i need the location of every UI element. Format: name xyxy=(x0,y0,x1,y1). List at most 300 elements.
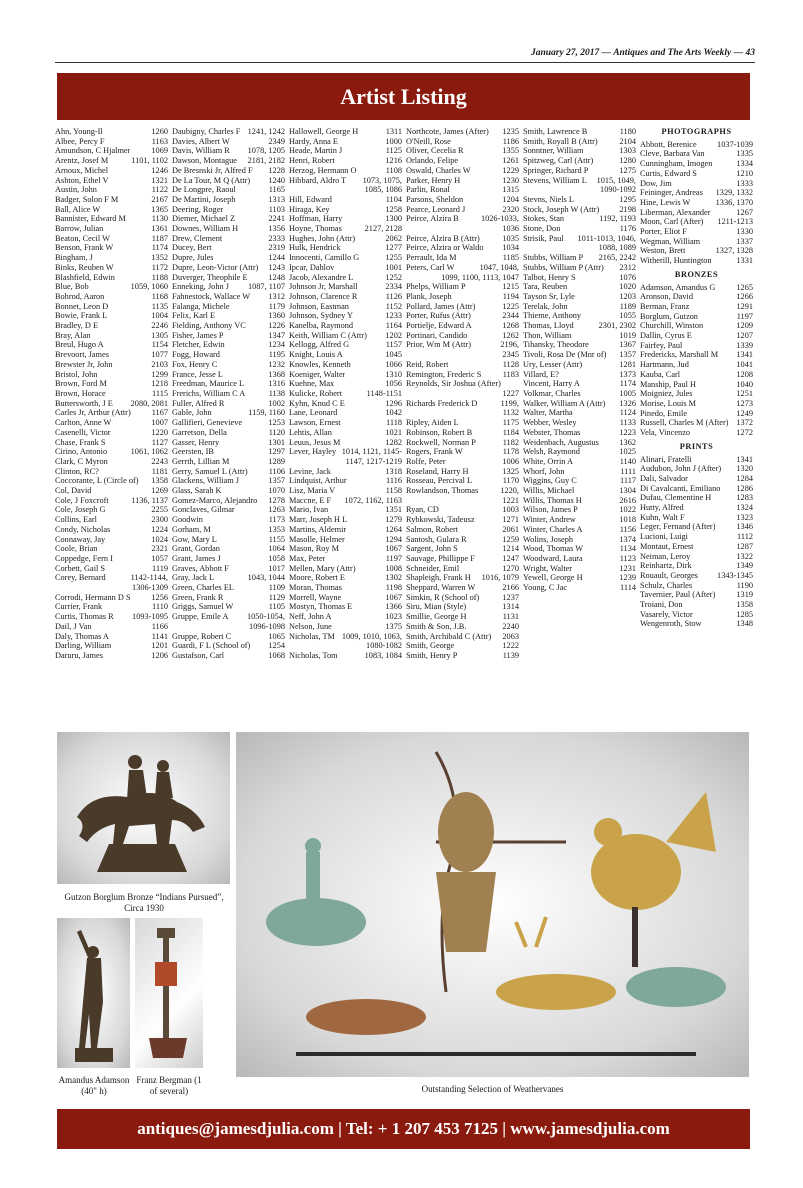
artist-name: Chase, Frank S xyxy=(55,437,106,447)
artist-name: Falanga, Michele xyxy=(172,301,230,311)
artist-name: Amundson, C Hjalmer xyxy=(55,146,131,156)
lot-numbers: 1322 xyxy=(736,551,753,561)
artist-name: Cunningham, Imogen xyxy=(640,159,713,169)
artist-name: Casenelli, Victor xyxy=(55,427,111,437)
artist-entry xyxy=(289,253,402,263)
artist-entry xyxy=(640,552,753,562)
artist-entry xyxy=(523,486,636,496)
artist-listing-banner: Artist Listing xyxy=(57,73,750,120)
lot-numbers: 1301 xyxy=(268,437,285,447)
lot-numbers: 1331 xyxy=(736,256,753,266)
artist-entry xyxy=(523,408,636,418)
artist-entry xyxy=(289,205,402,215)
lot-numbers: 1106 xyxy=(268,466,285,476)
artist-name: Gable, John xyxy=(172,408,212,418)
lot-numbers: 1330 xyxy=(736,227,753,237)
artist-entry xyxy=(640,380,753,390)
artist-name: Gonclaves, Gilmar xyxy=(172,505,235,515)
artist-entry xyxy=(640,283,753,293)
artist-name: Daubigny, Charles F xyxy=(172,127,241,136)
lot-numbers: 1131 xyxy=(502,612,519,622)
artist-entry xyxy=(640,360,753,370)
artist-entry xyxy=(640,149,753,159)
artist-name: Talbot, Henry S xyxy=(523,272,576,282)
lot-numbers: 1000 xyxy=(385,136,402,146)
artist-name: Rockwell, Norman P xyxy=(406,437,476,447)
artist-entry xyxy=(406,505,519,515)
artist-entry xyxy=(523,496,636,506)
artist-name: Russell, Charles M (After) xyxy=(640,418,729,428)
artist-entry xyxy=(523,273,636,283)
artist-entry xyxy=(640,399,753,409)
artist-name: Dow, Jim xyxy=(640,178,672,188)
artist-entry xyxy=(523,166,636,176)
artist-name: Ury, Lesser (Attr) xyxy=(523,359,583,369)
lot-numbers: 1139 xyxy=(502,650,519,660)
artist-entry xyxy=(172,602,285,612)
artist-name: White, Orrin A xyxy=(523,456,573,466)
lot-numbers: 1035 xyxy=(502,233,519,243)
lot-numbers: 1230 xyxy=(502,175,519,185)
artist-entry xyxy=(406,515,519,525)
artist-name: Weidenbach, Augustus xyxy=(523,437,599,447)
artist-name: Moran, Thomas xyxy=(289,583,342,593)
artist-entry xyxy=(406,292,519,302)
lot-numbers: 1008 xyxy=(385,563,402,573)
artist-entry xyxy=(523,418,636,428)
artist-name: Smillie, George H xyxy=(406,612,467,622)
artist-name: Diemer, Michael Z xyxy=(172,214,236,224)
lot-numbers: 1267 xyxy=(736,207,753,217)
artist-name: Stubbs, William P (Attr) xyxy=(523,262,604,272)
artist-entry xyxy=(289,282,402,292)
artist-name: Oliver, Cecelia R xyxy=(406,146,464,156)
artist-name: Rogers, Frank W xyxy=(406,447,463,457)
lot-numbers: 1235 xyxy=(502,127,519,136)
artist-entry xyxy=(523,515,636,525)
artist-name: De Longpre, Raoul xyxy=(172,185,236,195)
artist-entry xyxy=(523,350,636,360)
artist-entry xyxy=(289,127,402,137)
artist-entry xyxy=(406,457,519,467)
artist-name: Davies, Albert W xyxy=(172,136,230,146)
artist-entry xyxy=(289,273,402,283)
artist-name: Nicholas, TM xyxy=(289,631,335,641)
artist-name: Garretson, Della xyxy=(172,427,227,437)
artist-name: Villard, E? xyxy=(523,369,559,379)
artist-entry xyxy=(523,146,636,156)
artist-entry xyxy=(172,544,285,554)
lot-numbers: 1163 xyxy=(151,136,168,146)
artist-name: Hutty, Alfred xyxy=(640,503,684,513)
artist-name: Churchill, Winston xyxy=(640,321,704,331)
artist-name: Cleve, Barbara Van xyxy=(640,149,705,159)
artist-entry xyxy=(55,176,168,186)
artist-name: Fairfey, Paul xyxy=(640,340,683,350)
lot-numbers: 2080, 2081 xyxy=(130,398,168,408)
lot-numbers: 1189 xyxy=(619,301,636,311)
artist-entry xyxy=(406,214,519,224)
artist-entry xyxy=(289,399,402,409)
artist-name: Sonntner, William xyxy=(523,146,584,156)
artist-name: Mellen, Mary (Attr) xyxy=(289,563,356,573)
artist-name: Green, Frank R xyxy=(172,592,224,602)
lot-numbers: 1138 xyxy=(268,388,285,398)
artist-entry xyxy=(55,438,168,448)
artist-entry xyxy=(55,602,168,612)
photographs-heading: PHOTOGRAPHS xyxy=(661,127,732,136)
artist-entry xyxy=(289,243,402,253)
artist-name: Schneider, Emil xyxy=(406,563,460,573)
lot-numbers: 2063 xyxy=(502,631,519,641)
artist-entry xyxy=(406,632,519,642)
artist-entry xyxy=(640,198,753,208)
artist-name: Thon, William xyxy=(523,330,572,340)
lot-numbers: 1088, 1089 xyxy=(598,243,636,253)
artist-entry xyxy=(55,350,168,360)
artist-name: Smith, George xyxy=(406,641,455,651)
artist-name: Condy, Nicholas xyxy=(55,524,111,534)
lot-numbers: 1229 xyxy=(502,165,519,175)
artist-entry xyxy=(172,370,285,380)
artist-name: Kuehne, Max xyxy=(289,379,335,389)
lot-numbers: 1040 xyxy=(736,379,753,389)
artist-entry xyxy=(55,476,168,486)
artist-entry xyxy=(406,583,519,593)
lot-numbers: 1070 xyxy=(268,486,285,496)
artist-entry xyxy=(172,311,285,321)
artist-name: Audubon, John J (After) xyxy=(640,464,722,474)
artist-name: France, Jesse L xyxy=(172,369,223,379)
artist-name: Dupre, Leon-Victor (Attr) xyxy=(172,262,259,272)
lot-numbers: 1172 xyxy=(151,262,168,272)
artist-name: Grant, James J xyxy=(172,553,221,563)
lot-numbers: 1132 xyxy=(502,408,519,418)
lot-numbers: 1318 xyxy=(385,466,402,476)
artist-name: Simkin, R (School of) xyxy=(406,592,480,602)
artist-name: Gow, Mary L xyxy=(172,534,217,544)
artist-name: Innocenti, Camillo G xyxy=(289,253,360,263)
artist-entry xyxy=(406,564,519,574)
artist-entry xyxy=(640,493,753,503)
artist-entry xyxy=(172,535,285,545)
artist-entry xyxy=(55,253,168,263)
artist-entry xyxy=(640,503,753,513)
lot-numbers: 1265 xyxy=(736,282,753,292)
artist-name: Phelps, William P xyxy=(406,282,466,292)
lot-numbers: 1041 xyxy=(736,360,753,370)
artist-name: Tayson Sr, Lyle xyxy=(523,291,575,301)
lot-numbers: 2333 xyxy=(268,233,285,243)
lot-numbers: 2246 xyxy=(151,321,168,331)
lot-numbers: 1285 xyxy=(736,609,753,619)
lot-numbers: 1119 xyxy=(152,563,168,573)
artist-name: Stock, Joseph W (Attr) xyxy=(523,204,600,214)
artist-name: Morrell, Wayne xyxy=(289,592,342,602)
artist-entry xyxy=(172,515,285,525)
artist-name: Pollard, James (Attr) xyxy=(406,301,476,311)
prints-heading: PRINTS xyxy=(679,441,714,451)
artist-name: Mason, Roy M xyxy=(289,544,340,554)
artist-entry xyxy=(406,311,519,321)
artist-name: Darling, William xyxy=(55,641,112,651)
artist-entry xyxy=(172,389,285,399)
artist-name: Gallifieri, Genevieve xyxy=(172,418,243,428)
artist-name: Kanelba, Raymond xyxy=(289,321,354,331)
artist-entry xyxy=(640,590,753,600)
artist-entry xyxy=(289,292,402,302)
lot-numbers: 1067 xyxy=(385,544,402,554)
lot-numbers: 1204 xyxy=(502,194,519,204)
lot-numbers: 1116 xyxy=(386,476,402,486)
lot-numbers: 1068 xyxy=(268,650,285,660)
artist-name: Ducey, Bert xyxy=(172,243,212,253)
lot-numbers: 1367 xyxy=(619,340,636,350)
artist-name: Spitzweg, Carl (Attr) xyxy=(523,156,594,166)
lot-numbers: 1275 xyxy=(619,165,636,175)
lot-numbers: 1202 xyxy=(385,330,402,340)
lot-numbers: 1064 xyxy=(268,544,285,554)
artist-name: Rosseau, Percival L xyxy=(406,476,473,486)
lot-numbers: 1357 xyxy=(268,476,285,486)
artist-name: Wegman, William xyxy=(640,236,701,246)
artist-entry xyxy=(406,253,519,263)
artist-name: Vela, Vincenzo xyxy=(640,428,691,438)
lot-numbers: 1110 xyxy=(152,602,168,612)
lot-numbers: 1155 xyxy=(268,534,285,544)
artist-name: Dallin, Cyrus E xyxy=(640,331,692,341)
lot-numbers: 1152 xyxy=(385,301,402,311)
artist-entry xyxy=(406,602,519,612)
lot-numbers: 2616 xyxy=(619,495,636,505)
lot-numbers: 1047, 1048, xyxy=(479,262,519,272)
lot-numbers: 1325 xyxy=(502,466,519,476)
artist-entry xyxy=(289,166,402,176)
artist-name: Fox, Henry C xyxy=(172,359,218,369)
artist-name: Buttersworth, J E xyxy=(55,398,113,408)
artist-entry xyxy=(289,234,402,244)
artist-name: Kuhn, Walt F xyxy=(640,512,685,522)
lot-numbers: 1304 xyxy=(619,486,636,496)
artist-entry xyxy=(406,399,519,409)
artist-entry xyxy=(640,256,753,266)
lot-numbers: 1227 xyxy=(502,388,519,398)
lot-numbers: 1067 xyxy=(385,592,402,602)
artist-name: De Bresnski Jr, Alfred F xyxy=(172,165,253,175)
artist-name: Bohrod, Aaron xyxy=(55,291,105,301)
artist-entry xyxy=(523,379,636,389)
lot-numbers: 1101, 1102 xyxy=(131,156,168,166)
artist-name: Pinedo, Emile xyxy=(640,408,688,418)
lot-numbers: 1231 xyxy=(619,563,636,573)
artist-entry xyxy=(289,137,402,147)
artist-name: Salmon, Robert xyxy=(406,524,459,534)
artist-name: Coccorante, L (Circle of) xyxy=(55,476,139,486)
artist-name: Graves, Abbott F xyxy=(172,563,229,573)
lot-numbers: 1103 xyxy=(268,204,285,214)
artist-name: Hulk, Hendrick xyxy=(289,243,341,253)
artist-name: Thieme, Anthony xyxy=(523,311,582,321)
artist-name: Nelson, June xyxy=(289,621,332,631)
lot-numbers: 1210 xyxy=(736,168,753,178)
artist-entry xyxy=(172,224,285,234)
artist-name: Gruppe, Robert C xyxy=(172,631,232,641)
artist-entry xyxy=(523,447,636,457)
lot-numbers: 1175 xyxy=(502,418,519,428)
artist-entry xyxy=(55,224,168,234)
artist-name: Oswald, Charles W xyxy=(406,165,471,175)
lot-numbers: 1003 xyxy=(502,505,519,515)
contact-footer: antiques@jamesdjulia.com | Tel: + 1 207 453 7125 | www.jamesdjulia.com xyxy=(57,1109,750,1149)
artist-name: Dail, J Van xyxy=(55,621,92,631)
artist-name: Fredericks, Marshall M xyxy=(640,350,719,360)
lot-numbers: 1348 xyxy=(736,619,753,629)
artist-entry xyxy=(406,166,519,176)
artist-entry xyxy=(172,457,285,467)
lot-numbers: 1120 xyxy=(268,427,285,437)
artist-name: Ryan, CD xyxy=(406,505,439,515)
artist-name: Deering, Roger xyxy=(172,204,224,214)
artist-entry xyxy=(640,513,753,523)
lot-numbers: 1324 xyxy=(736,503,753,513)
artist-entry xyxy=(55,554,168,564)
lot-numbers xyxy=(516,379,519,389)
artist-name: Wiggins, Guy C xyxy=(523,476,577,486)
artist-entry xyxy=(640,140,753,150)
artist-name: Walter, Martha xyxy=(523,408,573,418)
artist-entry xyxy=(289,418,402,428)
artist-entry xyxy=(172,282,285,292)
lot-numbers: 1362 xyxy=(619,437,636,447)
artist-name: Welsh, Raymond xyxy=(523,447,580,457)
artist-entry xyxy=(55,137,168,147)
lot-numbers: 1252 xyxy=(385,272,402,282)
lot-numbers: 1272 xyxy=(736,428,753,438)
lot-numbers: 1203 xyxy=(619,291,636,301)
lot-numbers: 1001 xyxy=(385,262,402,272)
lot-numbers: 1023 xyxy=(385,612,402,622)
artist-name: Wood, Thomas W xyxy=(523,544,584,554)
lot-numbers: 1349 xyxy=(736,561,753,571)
artist-entry xyxy=(172,418,285,428)
artist-name: Dufau, Clementine H xyxy=(640,493,712,503)
lot-numbers: 1215 xyxy=(502,282,519,292)
artist-name: Stone, Don xyxy=(523,224,561,234)
artist-name: Curtis, Edward S xyxy=(640,168,697,178)
lot-numbers: 2127, 2128 xyxy=(364,224,402,234)
lot-numbers: 1233 xyxy=(385,311,402,321)
lot-numbers: 2104 xyxy=(619,136,636,146)
artist-entry xyxy=(172,428,285,438)
lot-numbers: 2300 xyxy=(151,515,168,525)
artist-entry xyxy=(55,273,168,283)
artist-name: Hughes, John (Attr) xyxy=(289,233,356,243)
artist-entry xyxy=(523,340,636,350)
artist-entry xyxy=(172,214,285,224)
artist-name: Ashton, Ethel V xyxy=(55,175,109,185)
artist-entry xyxy=(289,602,402,612)
artist-entry xyxy=(172,593,285,603)
artist-name: Currier, Frank xyxy=(55,602,103,612)
lot-numbers: 1303 xyxy=(619,146,636,156)
artist-name: Roseland, Harry H xyxy=(406,466,469,476)
artist-name: Fielding, Anthony VC xyxy=(172,321,246,331)
artist-entry xyxy=(55,389,168,399)
artist-name: Tara, Reuben xyxy=(523,282,568,292)
artist-entry xyxy=(406,360,519,370)
lot-numbers: 1020 xyxy=(619,282,636,292)
artist-entry xyxy=(55,486,168,496)
artist-listing xyxy=(55,127,753,730)
lot-numbers: 1239 xyxy=(619,573,636,583)
lot-numbers: 1114 xyxy=(620,583,636,593)
lot-numbers: 1123 xyxy=(619,553,636,563)
lot-numbers: 1104 xyxy=(385,194,402,204)
lot-numbers: 2167 xyxy=(151,194,168,204)
artist-entry xyxy=(523,583,636,593)
artist-name: Johnson, Eastman xyxy=(289,301,349,311)
artist-entry xyxy=(172,273,285,283)
artist-name: Manship, Paul H xyxy=(640,379,697,389)
artist-name: O'Neill, Rose xyxy=(406,136,451,146)
artist-name: Montaut, Ernest xyxy=(640,541,694,551)
page-header: January 27, 2017 — Antiques and The Arts Weekly — 43 xyxy=(55,48,755,63)
artist-name: Heade, Martin J xyxy=(289,146,343,156)
artist-name: Herzog, Hermann O xyxy=(289,165,357,175)
artist-entry xyxy=(523,564,636,574)
lot-numbers: 1339 xyxy=(736,340,753,350)
lot-numbers: 1069 xyxy=(151,146,168,156)
artist-name: Orlando, Felipe xyxy=(406,156,459,166)
lot-numbers: 1055 xyxy=(619,311,636,321)
artist-entry xyxy=(289,447,402,457)
artist-name: Glackens, William J xyxy=(172,476,240,486)
lot-numbers: 1127 xyxy=(151,437,168,447)
artist-entry xyxy=(172,486,285,496)
artist-name: Borglum, Gutzon xyxy=(640,311,698,321)
artist-entry xyxy=(172,331,285,341)
lot-numbers: 1142-1144, xyxy=(130,573,168,583)
lot-numbers: 2166 xyxy=(502,583,519,593)
artist-entry xyxy=(523,360,636,370)
artist-entry xyxy=(289,408,402,418)
bergman-caption: Franz Bergman (1 of several) xyxy=(136,1075,202,1096)
lot-numbers: 1195 xyxy=(268,350,285,360)
lot-numbers: 1105 xyxy=(268,602,285,612)
artist-name: Beaton, Cecil W xyxy=(55,233,110,243)
artist-name: Lisz, Maria V xyxy=(289,486,336,496)
artist-entry xyxy=(55,496,168,506)
artist-entry xyxy=(289,331,402,341)
lot-numbers: 1222 xyxy=(502,641,519,651)
artist-name: Carlton, Anne W xyxy=(55,418,112,428)
artist-name: Bradley, D E xyxy=(55,321,99,331)
artist-name: Dupre, Jules xyxy=(172,253,214,263)
artist-entry xyxy=(172,379,285,389)
artist-name: Johnson, Clarence R xyxy=(289,291,358,301)
artist-entry xyxy=(55,564,168,574)
adamson-caption: Amandus Adamson (40" h) xyxy=(58,1075,130,1096)
lot-numbers: 1295 xyxy=(619,194,636,204)
artist-entry xyxy=(640,227,753,237)
lot-numbers: 1159, 1160 xyxy=(248,408,285,418)
artist-name: Brown, Ford M xyxy=(55,379,107,389)
lot-numbers: 1025 xyxy=(619,447,636,457)
artist-entry xyxy=(172,156,285,166)
lot-numbers: 1165 xyxy=(268,185,285,195)
lot-numbers: 1009, 1010, 1063, xyxy=(341,631,402,641)
listing-column xyxy=(289,127,402,730)
